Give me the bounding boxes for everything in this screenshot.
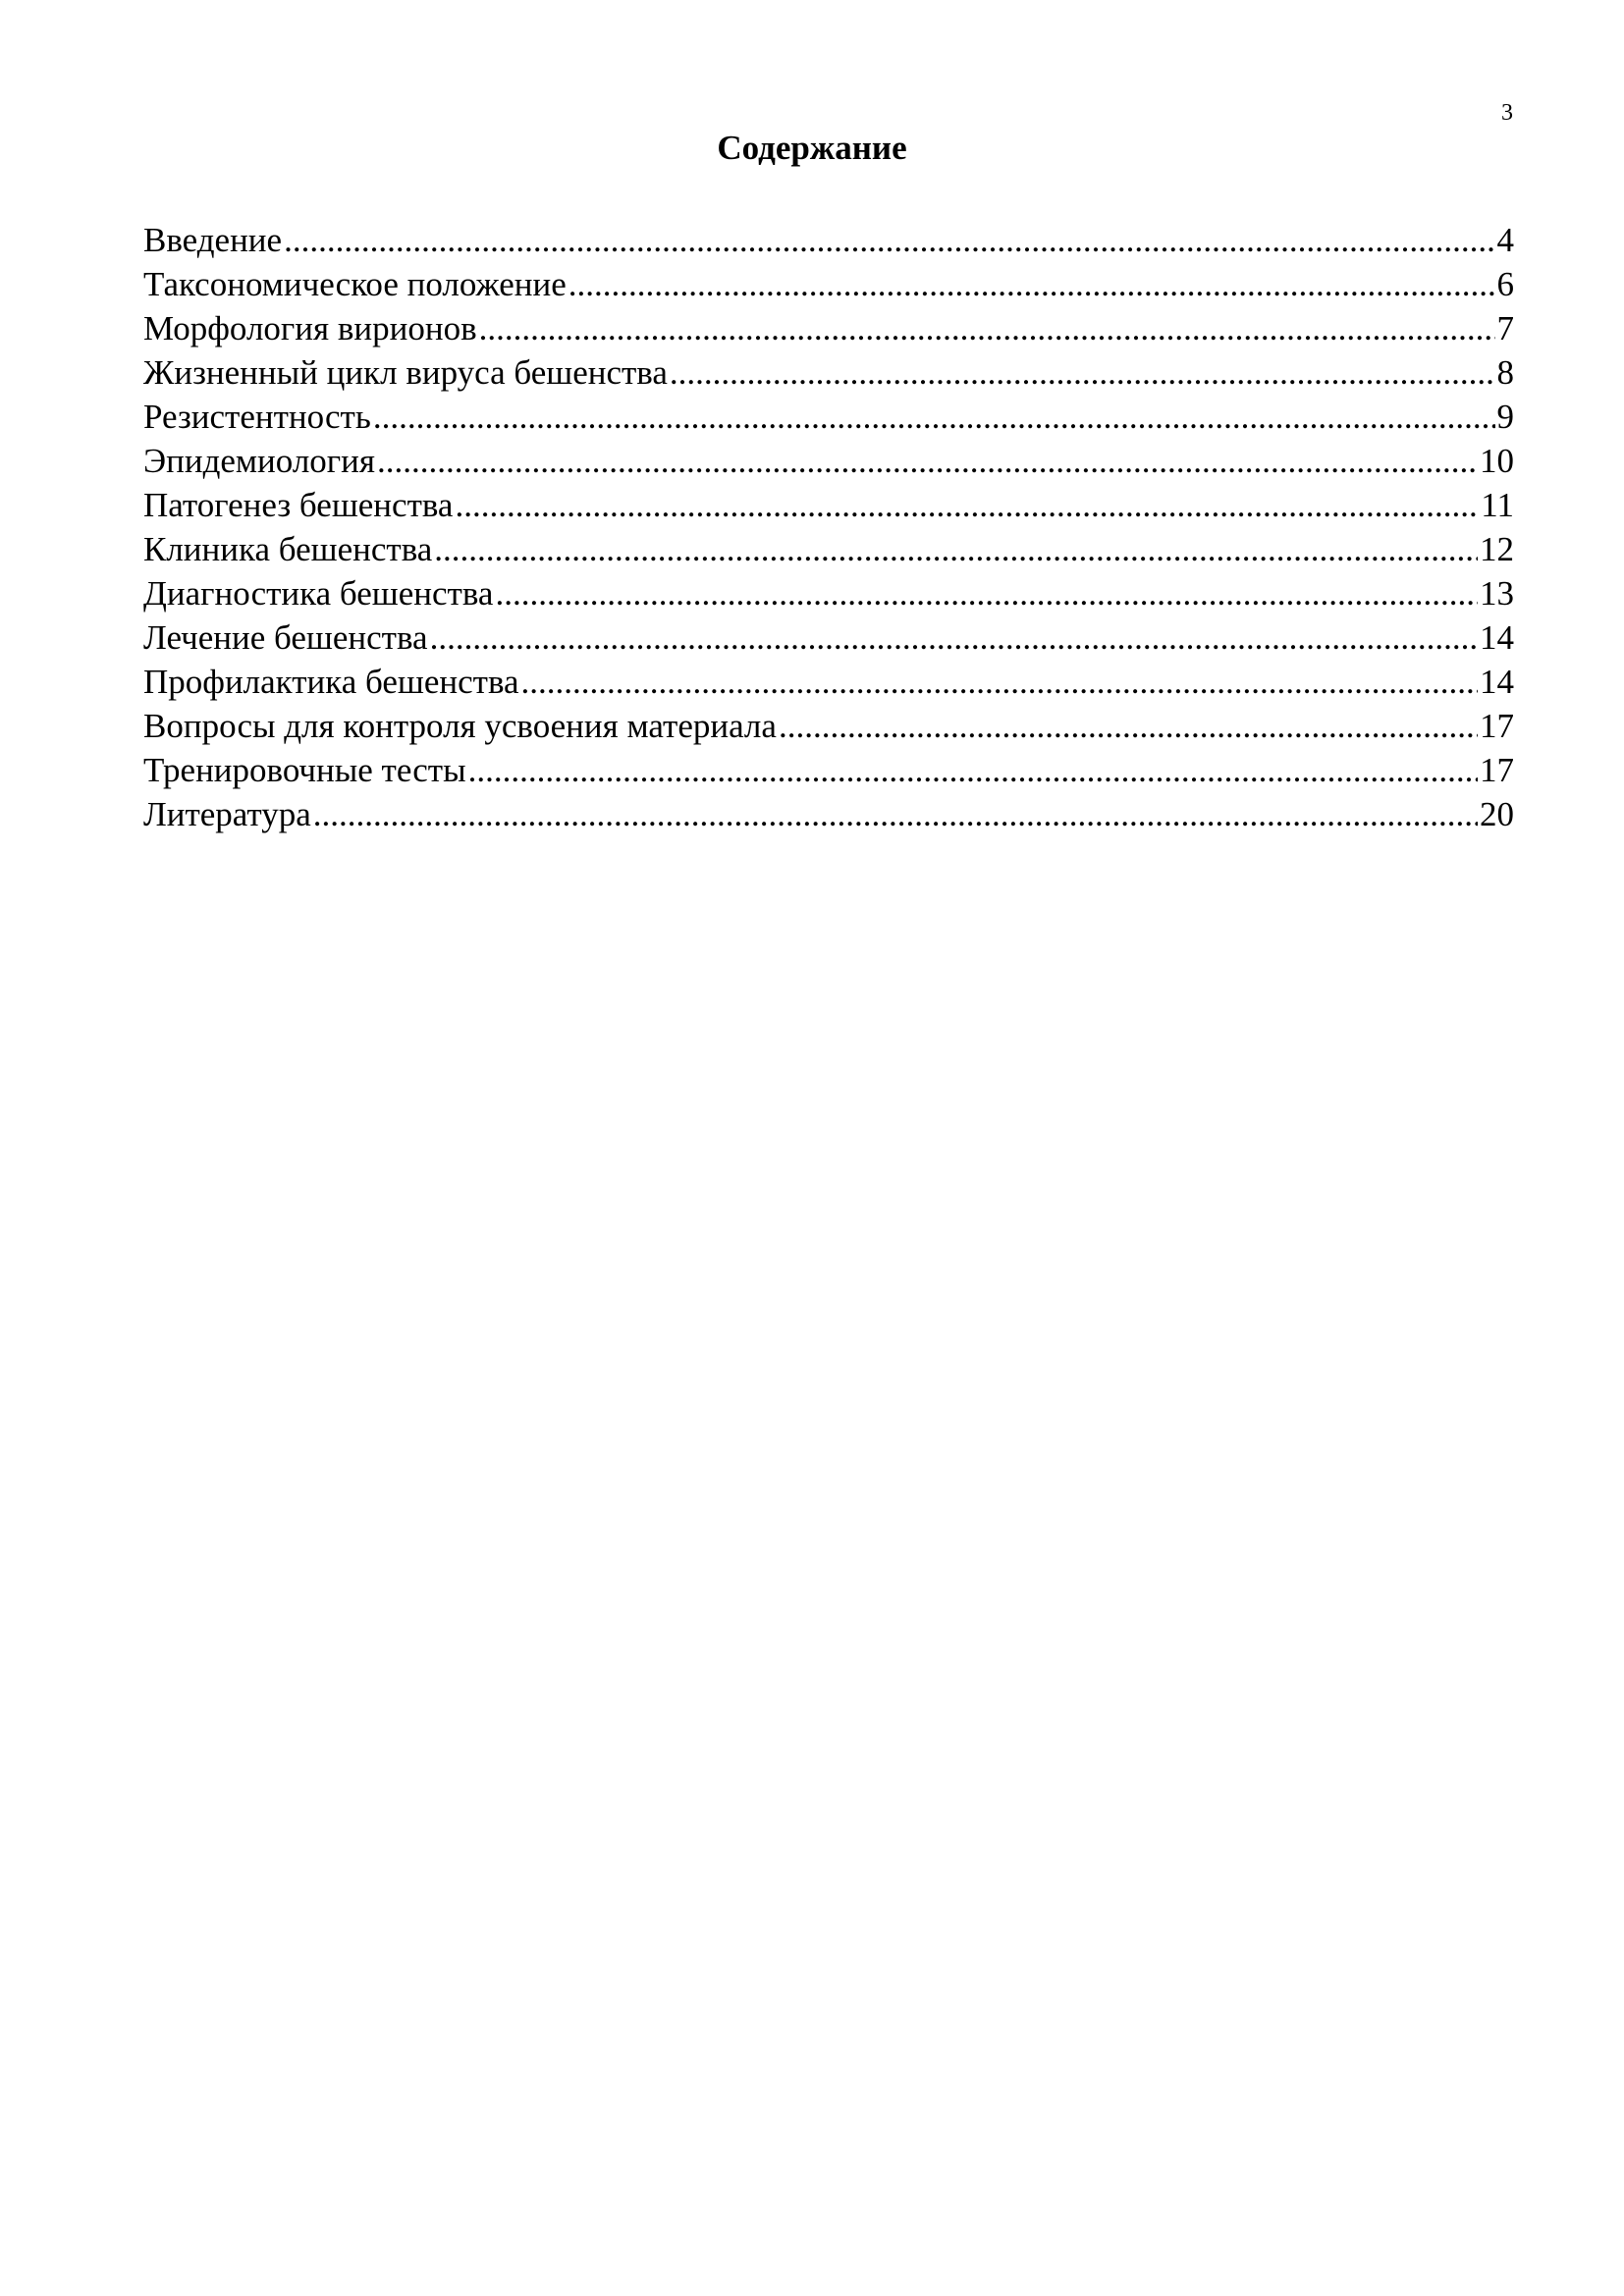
- toc-item-page: 17: [1480, 707, 1514, 745]
- toc-item-epidemiology[interactable]: [143, 439, 1514, 483]
- toc-item-practice-tests[interactable]: [143, 748, 1514, 792]
- toc-item-label: Диагностика бешенства: [143, 574, 494, 613]
- dot-leader: [313, 792, 1478, 836]
- toc-item-treatment[interactable]: [143, 615, 1514, 660]
- page-number: 3: [1501, 100, 1513, 126]
- toc-item-page: 14: [1480, 618, 1514, 657]
- toc-item-label: Введение: [143, 221, 283, 259]
- toc-item-page: 7: [1496, 309, 1514, 347]
- toc-item-label: Таксономическое положение: [143, 265, 567, 303]
- toc-title: Содержание: [717, 129, 907, 167]
- toc-item-label: Морфология вирионов: [143, 309, 477, 347]
- toc-item-clinic[interactable]: [143, 527, 1514, 571]
- toc-item-diagnostics[interactable]: [143, 571, 1514, 615]
- dot-leader: [434, 527, 1478, 571]
- toc-item-resistance[interactable]: [143, 395, 1514, 439]
- toc-item-page: 9: [1496, 398, 1514, 436]
- toc-item-taxonomy[interactable]: [143, 262, 1514, 306]
- dot-leader: [430, 615, 1478, 660]
- toc-item-label: Резистентность: [143, 398, 371, 436]
- dot-leader: [455, 483, 1479, 527]
- toc-item-label: Литература: [143, 795, 311, 833]
- toc-item-literature[interactable]: [143, 792, 1514, 836]
- toc-item-page: 4: [1496, 221, 1514, 259]
- toc-item-page: 13: [1480, 574, 1514, 613]
- toc-item-label: Эпидемиология: [143, 442, 375, 480]
- toc-item-page: 12: [1480, 530, 1514, 568]
- toc-item-page: 17: [1480, 751, 1514, 789]
- dot-leader: [568, 262, 1495, 306]
- dot-leader: [495, 571, 1478, 615]
- toc-item-label: Тренировочные тесты: [143, 751, 466, 789]
- dot-leader: [377, 439, 1478, 483]
- toc-item-page: 8: [1496, 353, 1514, 392]
- toc-item-label: Клиника бешенства: [143, 530, 433, 568]
- table-of-contents: [143, 218, 1514, 836]
- toc-item-label: Профилактика бешенства: [143, 663, 519, 701]
- dot-leader: [479, 306, 1495, 350]
- dot-leader: [521, 660, 1478, 704]
- dot-leader: [284, 218, 1494, 262]
- toc-item-page: 10: [1480, 442, 1514, 480]
- toc-item-page: 11: [1481, 486, 1514, 524]
- dot-leader: [779, 704, 1478, 748]
- toc-item-morphology[interactable]: [143, 306, 1514, 350]
- toc-item-introduction[interactable]: [143, 218, 1514, 262]
- toc-item-review-questions[interactable]: [143, 704, 1514, 748]
- toc-item-life-cycle[interactable]: [143, 350, 1514, 395]
- toc-item-label: Жизненный цикл вируса бешенства: [143, 353, 668, 392]
- toc-item-pathogenesis[interactable]: [143, 483, 1514, 527]
- toc-item-prevention[interactable]: [143, 660, 1514, 704]
- toc-item-label: Лечение бешенства: [143, 618, 428, 657]
- toc-item-page: 6: [1496, 265, 1514, 303]
- dot-leader: [670, 350, 1495, 395]
- toc-item-label: Вопросы для контроля усвоения материала: [143, 707, 777, 745]
- dot-leader: [373, 395, 1495, 439]
- toc-item-page: 20: [1480, 795, 1514, 833]
- toc-item-page: 14: [1480, 663, 1514, 701]
- dot-leader: [468, 748, 1478, 792]
- toc-item-label: Патогенез бешенства: [143, 486, 454, 524]
